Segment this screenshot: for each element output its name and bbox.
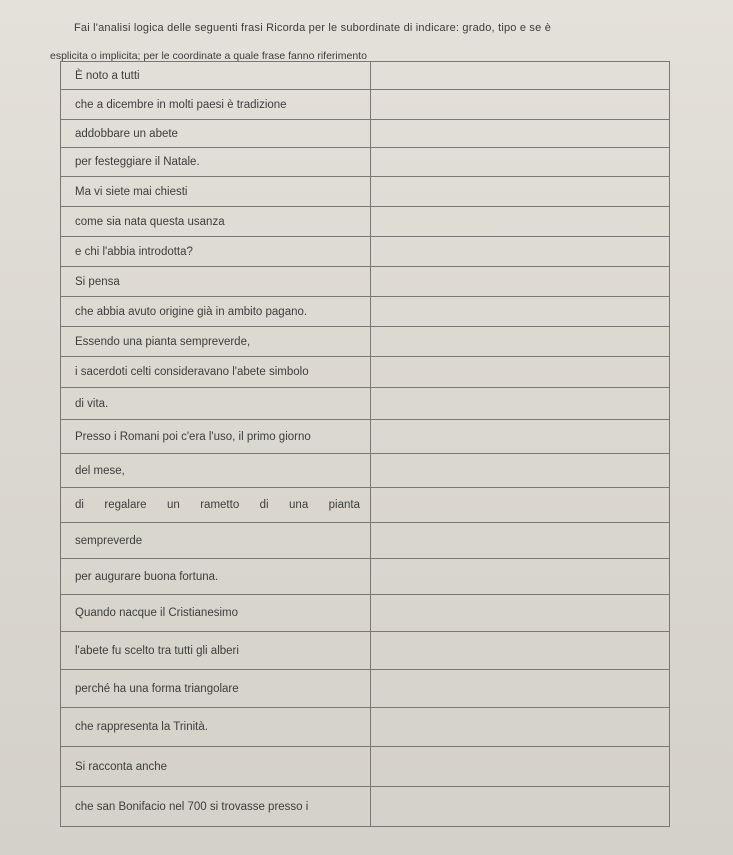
answer-cell[interactable] bbox=[371, 559, 670, 595]
table-row bbox=[61, 177, 670, 207]
table-row bbox=[61, 670, 670, 708]
table-row bbox=[61, 595, 670, 632]
instructions-line-2: esplicita o implicita; per le coordinate a quale frase fanno riferimento bbox=[50, 50, 367, 62]
answer-cell[interactable] bbox=[371, 357, 670, 388]
table-row bbox=[61, 357, 670, 388]
table-row bbox=[61, 120, 670, 148]
answer-cell[interactable] bbox=[371, 523, 670, 559]
phrase-cell: addobbare un abete bbox=[61, 120, 371, 148]
answer-cell[interactable] bbox=[371, 120, 670, 148]
answer-cell[interactable] bbox=[371, 670, 670, 708]
phrase-cell: che abbia avuto origine già in ambito pagano. bbox=[61, 297, 371, 327]
answer-cell[interactable] bbox=[371, 207, 670, 237]
phrase-cell: di regalare un rametto di una pianta bbox=[61, 488, 371, 523]
phrase-cell: Ma vi siete mai chiesti bbox=[61, 177, 371, 207]
phrase-cell: di vita. bbox=[61, 388, 371, 420]
answer-cell[interactable] bbox=[371, 297, 670, 327]
table-row bbox=[61, 708, 670, 747]
answer-cell[interactable] bbox=[371, 327, 670, 357]
answer-cell[interactable] bbox=[371, 388, 670, 420]
answer-cell[interactable] bbox=[371, 708, 670, 747]
phrase-cell: È noto a tutti bbox=[61, 62, 371, 90]
table-row bbox=[61, 207, 670, 237]
answer-cell[interactable] bbox=[371, 148, 670, 177]
phrase-cell: e chi l'abbia introdotta? bbox=[61, 237, 371, 267]
answer-cell[interactable] bbox=[371, 454, 670, 488]
table-row bbox=[61, 488, 670, 523]
table-row bbox=[61, 297, 670, 327]
phrase-cell: sempreverde bbox=[61, 523, 371, 559]
analysis-table bbox=[60, 61, 670, 827]
table-row bbox=[61, 454, 670, 488]
phrase-cell: Presso i Romani poi c'era l'uso, il primo giorno bbox=[61, 420, 371, 454]
phrase-cell: per augurare buona fortuna. bbox=[61, 559, 371, 595]
table-row bbox=[61, 90, 670, 120]
answer-cell[interactable] bbox=[371, 177, 670, 207]
phrase-cell: che a dicembre in molti paesi è tradizione bbox=[61, 90, 371, 120]
table-row bbox=[61, 267, 670, 297]
phrase-cell: che san Bonifacio nel 700 si trovasse presso i bbox=[61, 787, 371, 827]
answer-cell[interactable] bbox=[371, 787, 670, 827]
phrase-cell: perché ha una forma triangolare bbox=[61, 670, 371, 708]
table-row bbox=[61, 237, 670, 267]
table-row bbox=[61, 747, 670, 787]
table-row bbox=[61, 148, 670, 177]
table-row bbox=[61, 62, 670, 90]
phrase-cell: Si pensa bbox=[61, 267, 371, 297]
answer-cell[interactable] bbox=[371, 237, 670, 267]
table-row bbox=[61, 787, 670, 827]
table-row bbox=[61, 559, 670, 595]
instructions-line-1: Fai l'analisi logica delle seguenti frasi Ricorda per le subordinate di indicare: grado, tipo e se è bbox=[74, 22, 552, 34]
answer-cell[interactable] bbox=[371, 420, 670, 454]
phrase-cell: Si racconta anche bbox=[61, 747, 371, 787]
phrase-cell: i sacerdoti celti consideravano l'abete simbolo bbox=[61, 357, 371, 388]
table-row bbox=[61, 632, 670, 670]
answer-cell[interactable] bbox=[371, 595, 670, 632]
phrase-cell: che rappresenta la Trinità. bbox=[61, 708, 371, 747]
phrase-cell: del mese, bbox=[61, 454, 371, 488]
table-row bbox=[61, 327, 670, 357]
phrase-cell: come sia nata questa usanza bbox=[61, 207, 371, 237]
phrase-cell: Essendo una pianta sempreverde, bbox=[61, 327, 371, 357]
phrase-cell: per festeggiare il Natale. bbox=[61, 148, 371, 177]
answer-cell[interactable] bbox=[371, 488, 670, 523]
answer-cell[interactable] bbox=[371, 62, 670, 90]
answer-cell[interactable] bbox=[371, 632, 670, 670]
answer-cell[interactable] bbox=[371, 267, 670, 297]
answer-cell[interactable] bbox=[371, 90, 670, 120]
phrase-cell: l'abete fu scelto tra tutti gli alberi bbox=[61, 632, 371, 670]
answer-cell[interactable] bbox=[371, 747, 670, 787]
table-row bbox=[61, 388, 670, 420]
phrase-cell: Quando nacque il Cristianesimo bbox=[61, 595, 371, 632]
table-row bbox=[61, 420, 670, 454]
table-row bbox=[61, 523, 670, 559]
